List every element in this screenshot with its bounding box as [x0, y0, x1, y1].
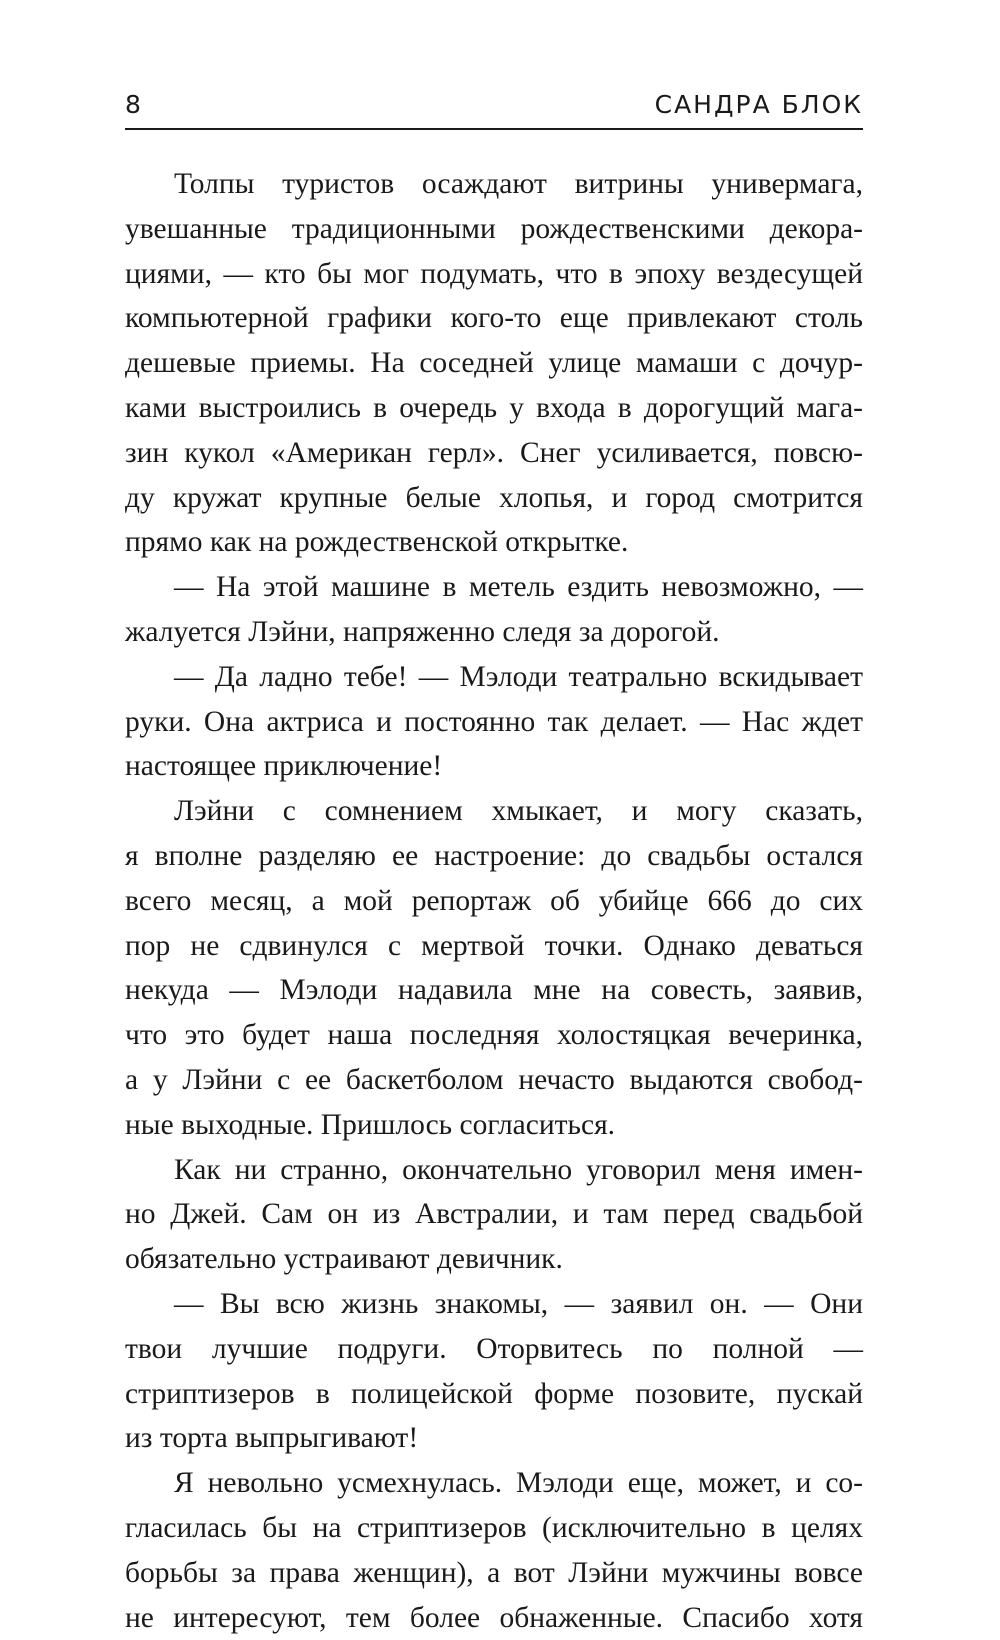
text-line: всего месяц, а мой репортаж об убийце 666 до сих: [125, 879, 863, 924]
text-line: не интересуют, тем более обнаженные. Спасибо хотя: [125, 1596, 863, 1640]
text-line: зин кукол «Американ герл». Снег усиливается, повсю-: [125, 431, 863, 476]
text-line: но Джей. Сам он из Австралии, и там перед свадьбой: [125, 1192, 863, 1237]
text-line: ками выстроились в очередь у входа в дорогущий мага-: [125, 386, 863, 431]
text-line: стриптизеров в полицейской форме позовите, пускай: [125, 1372, 863, 1417]
text-line: из торта выпрыгивают!: [125, 1416, 863, 1461]
text-line: компьютерной графики кого-то еще привлекают столь: [125, 296, 863, 341]
text-line: борьбы за права женщин), а вот Лэйни мужчины вовсе: [125, 1551, 863, 1596]
text-line: ные выходные. Пришлось согласиться.: [125, 1103, 863, 1148]
text-line: ду кружат крупные белые хлопья, и город смотрится: [125, 476, 863, 521]
text-line: обязательно устраивают девичник.: [125, 1237, 863, 1282]
text-line: гласилась бы на стриптизеров (исключительно в целях: [125, 1506, 863, 1551]
text-line: а у Лэйни с ее баскетболом нечасто выдаются свобод-: [125, 1058, 863, 1103]
text-line: настоящее приключение!: [125, 744, 863, 789]
text-line: дешевые приемы. На соседней улице мамаши с дочур-: [125, 341, 863, 386]
text-line: Толпы туристов осаждают витрины универмага,: [125, 162, 863, 207]
text-line: твои лучшие подруги. Оторвитесь по полной —: [125, 1327, 863, 1372]
text-line: — Вы всю жизнь знакомы, — заявил он. — Они: [125, 1282, 863, 1327]
header-rule: [125, 128, 863, 130]
text-line: — Да ладно тебе! — Мэлоди театрально вскидывает: [125, 655, 863, 700]
text-line: — На этой машине в метель ездить невозможно, —: [125, 565, 863, 610]
text-line: Как ни странно, окончательно уговорил меня имен-: [125, 1148, 863, 1193]
text-line: Я невольно усмехнулась. Мэлоди еще, может, и со-: [125, 1461, 863, 1506]
text-line: некуда — Мэлоди надавила мне на совесть, заявив,: [125, 968, 863, 1013]
running-head: [125, 84, 863, 124]
running-head-author: САНДРА БЛОК: [655, 90, 863, 119]
text-line: руки. Она актриса и постоянно так делает. — Нас ждет: [125, 700, 863, 745]
body-text: [125, 162, 863, 1640]
text-line: прямо как на рождественской открытке.: [125, 520, 863, 565]
text-line: пор не сдвинулся с мертвой точки. Однако деваться: [125, 924, 863, 969]
text-line: Лэйни с сомнением хмыкает, и могу сказать,: [125, 789, 863, 834]
text-line: жалуется Лэйни, напряженно следя за дорогой.: [125, 610, 863, 655]
text-line: что это будет наша последняя холостяцкая вечеринка,: [125, 1013, 863, 1058]
text-line: увешанные традиционными рождественскими декора-: [125, 207, 863, 252]
text-line: я вполне разделяю ее настроение: до свадьбы остался: [125, 834, 863, 879]
page-number: 8: [125, 90, 142, 119]
text-line: циями, — кто бы мог подумать, что в эпоху вездесущей: [125, 252, 863, 297]
